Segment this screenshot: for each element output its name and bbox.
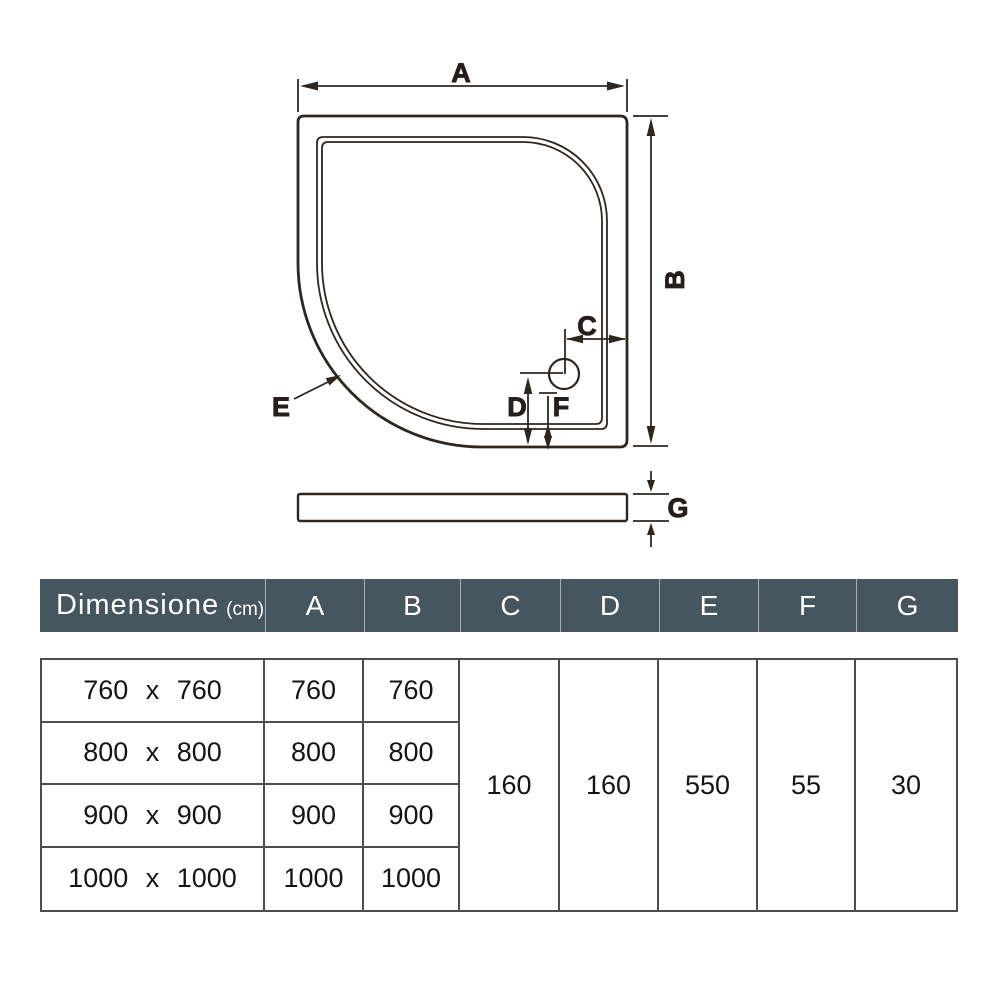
table-row-size: 1000 x 1000 [42, 848, 265, 911]
header-col-f: F [758, 579, 856, 632]
header-col-b: B [364, 579, 460, 632]
label-c: C [577, 311, 597, 341]
table-row-b: 800 [364, 723, 460, 786]
header-dimension-unit: (cm) [226, 598, 265, 620]
label-e: E [271, 392, 291, 422]
leader-e [294, 375, 341, 399]
header-col-g: G [856, 579, 958, 632]
table-row-a: 760 [265, 660, 364, 723]
table-row-size: 900 x 900 [42, 785, 265, 848]
drain-hole [549, 359, 579, 389]
shared-value-c: 160 [460, 660, 560, 910]
label-d: D [507, 392, 527, 422]
label-g: G [667, 493, 689, 523]
table-row-size: 760 x 760 [42, 660, 265, 723]
shared-value-e: 550 [659, 660, 758, 910]
tray-outer-outline [298, 116, 627, 447]
header-col-c: C [460, 579, 560, 632]
header-dimension [40, 579, 265, 632]
shared-value-g: 30 [890, 769, 922, 800]
label-f: F [552, 392, 570, 422]
table-row-b: 1000 [364, 848, 460, 911]
header-col-e: E [659, 579, 758, 632]
table-row-b: 760 [364, 660, 460, 723]
size-table-body [40, 658, 958, 912]
header-col-d: D [560, 579, 659, 632]
header-col-a: A [265, 579, 364, 632]
shared-value-d: 160 [560, 660, 659, 910]
header-dimension-title: Dimensione [56, 589, 220, 621]
table-row-b: 900 [364, 785, 460, 848]
table-row-a: 1000 [265, 848, 364, 911]
label-b: B [660, 270, 690, 290]
shared-value-f: 55 [758, 660, 856, 910]
tray-side-profile [298, 494, 627, 521]
label-a: A [451, 58, 471, 88]
table-row-size: 800 x 800 [42, 723, 265, 786]
dimension-g [633, 471, 669, 547]
size-table-header [40, 579, 958, 632]
table-row-a: 800 [265, 723, 364, 786]
table-row-a: 900 [265, 785, 364, 848]
